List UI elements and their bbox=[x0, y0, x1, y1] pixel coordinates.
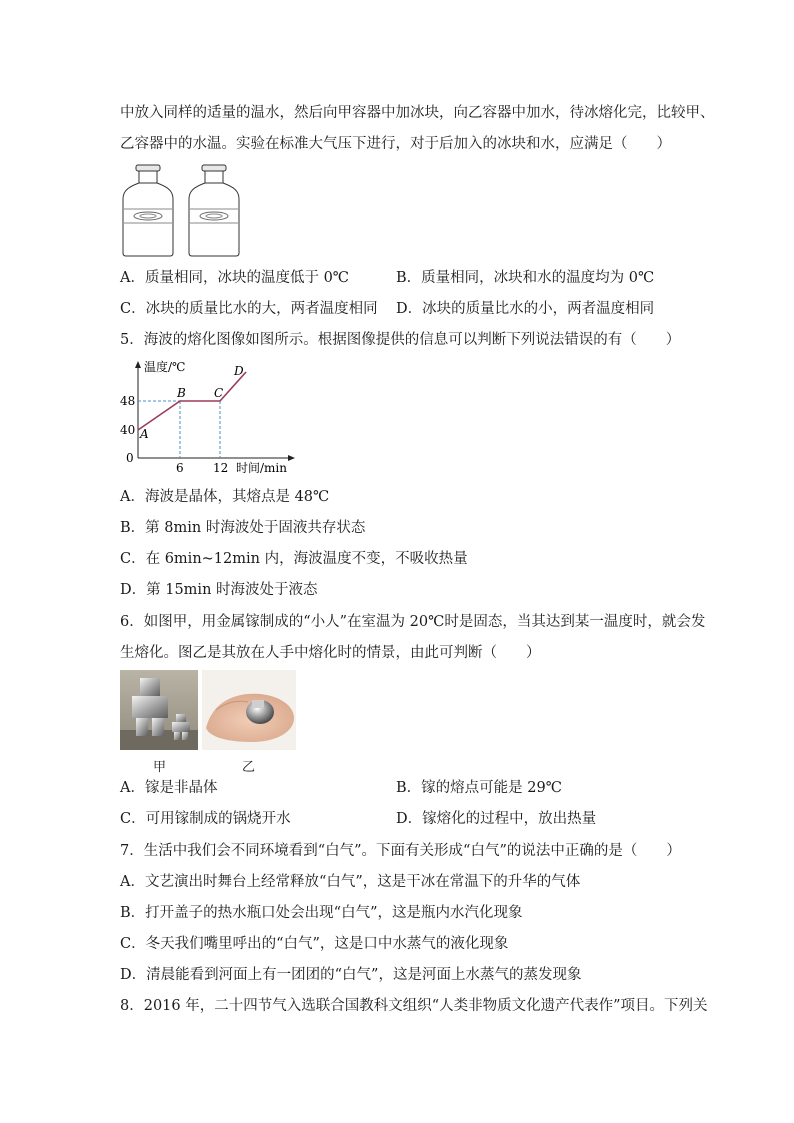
q4-stem-line2: 乙容器中的水温。实验在标准大气压下进行，对于后加入的冰块和水，应满足（ ） bbox=[120, 136, 671, 152]
y-tick-48: 48 bbox=[120, 394, 136, 408]
q4-option-b: B．质量相同，冰块和水的温度均为 0℃ bbox=[396, 270, 655, 286]
melting-graph-svg bbox=[118, 358, 298, 480]
q5-option-a: A．海波是晶体，其熔点是 48℃ bbox=[120, 489, 330, 505]
q5-option-b: B．第 8min 时海波处于固液共存状态 bbox=[120, 520, 366, 536]
point-c-label: C bbox=[214, 386, 224, 400]
bottles-illustration bbox=[120, 163, 260, 259]
bottles-figure bbox=[120, 163, 260, 259]
caption-jia: 甲 bbox=[153, 760, 167, 775]
q6-stem-line2: 生熔化。图乙是其放在人手中熔化时的情景，由此可判断（ ） bbox=[120, 645, 541, 661]
y-axis-arrow bbox=[135, 361, 141, 368]
q4-option-a: A．质量相同，冰块的温度低于 0℃ bbox=[120, 270, 350, 286]
q6-stem-line1: 6．如图甲，用金属镓制成的“小人”在室温为 20℃时是固态，当其达到某一温度时，就会发 bbox=[120, 614, 706, 630]
q6-option-d: D．镓熔化的过程中，放出热量 bbox=[396, 811, 597, 827]
q4-option-c: C．冰块的质量比水的大，两者温度相同 bbox=[120, 301, 378, 317]
q4-option-d: D．冰块的质量比水的小，两者温度相同 bbox=[396, 301, 655, 317]
melting-graph bbox=[118, 358, 298, 480]
q7-option-a: A．文艺演出时舞台上经常释放“白气”，这是干冰在常温下的升华的气体 bbox=[120, 874, 581, 890]
x-tick-6: 6 bbox=[176, 461, 184, 475]
q7-option-b: B．打开盖子的热水瓶口处会出现“白气”，这是瓶内水汽化现象 bbox=[120, 905, 523, 921]
q5-option-d: D．第 15min 时海波处于液态 bbox=[120, 582, 318, 598]
caption-yi: 乙 bbox=[242, 760, 256, 775]
q5-stem: 5．海波的熔化图像如图所示。根据图像提供的信息可以判断下列说法错误的有（ ） bbox=[120, 332, 681, 348]
q7-option-d: D．清晨能看到河面上有一团团的“白气”，这是河面上水蒸气的蒸发现象 bbox=[120, 967, 582, 983]
point-d-label: D bbox=[234, 364, 244, 378]
gallium-figure-yi bbox=[202, 670, 296, 750]
q6-option-c: C．可用镓制成的锅烧开水 bbox=[120, 811, 291, 827]
gallium-figure-jia bbox=[120, 670, 198, 750]
y-tick-40: 40 bbox=[120, 423, 136, 437]
bottle-yi bbox=[189, 165, 239, 256]
q6-option-a: A．镓是非晶体 bbox=[120, 780, 218, 796]
bottle-jia bbox=[123, 165, 173, 256]
x-axis-label: 时间/min bbox=[236, 461, 287, 475]
x-axis-arrow bbox=[288, 455, 295, 461]
x-tick-12: 12 bbox=[213, 461, 229, 475]
gallium-hand-photo bbox=[202, 670, 296, 750]
point-a-label: A bbox=[140, 427, 149, 441]
q7-stem: 7．生活中我们会不同环境看到“白气”。下面有关形成“白气”的说法中正确的是（ ） bbox=[120, 843, 681, 859]
q6-option-b: B．镓的熔点可能是 29℃ bbox=[396, 780, 562, 796]
point-b-label: B bbox=[177, 386, 186, 400]
gallium-figure-photo bbox=[120, 670, 198, 750]
q8-stem: 8．2016 年，二十四节气入选联合国教科文组织“人类非物质文化遗产代表作”项目。下列关 bbox=[120, 998, 708, 1014]
q7-option-c: C．冬天我们嘴里呼出的“白气”，这是口中水蒸气的液化现象 bbox=[120, 936, 509, 952]
y-tick-0: 0 bbox=[126, 451, 134, 465]
q4-stem-line1: 中放入同样的适量的温水，然后向甲容器中加冰块，向乙容器中加水，待冰熔化完，比较甲、 bbox=[120, 105, 715, 121]
q5-option-c: C．在 6min~12min 内，海波温度不变，不吸收热量 bbox=[120, 551, 468, 567]
y-axis-label: 温度/℃ bbox=[144, 360, 186, 374]
